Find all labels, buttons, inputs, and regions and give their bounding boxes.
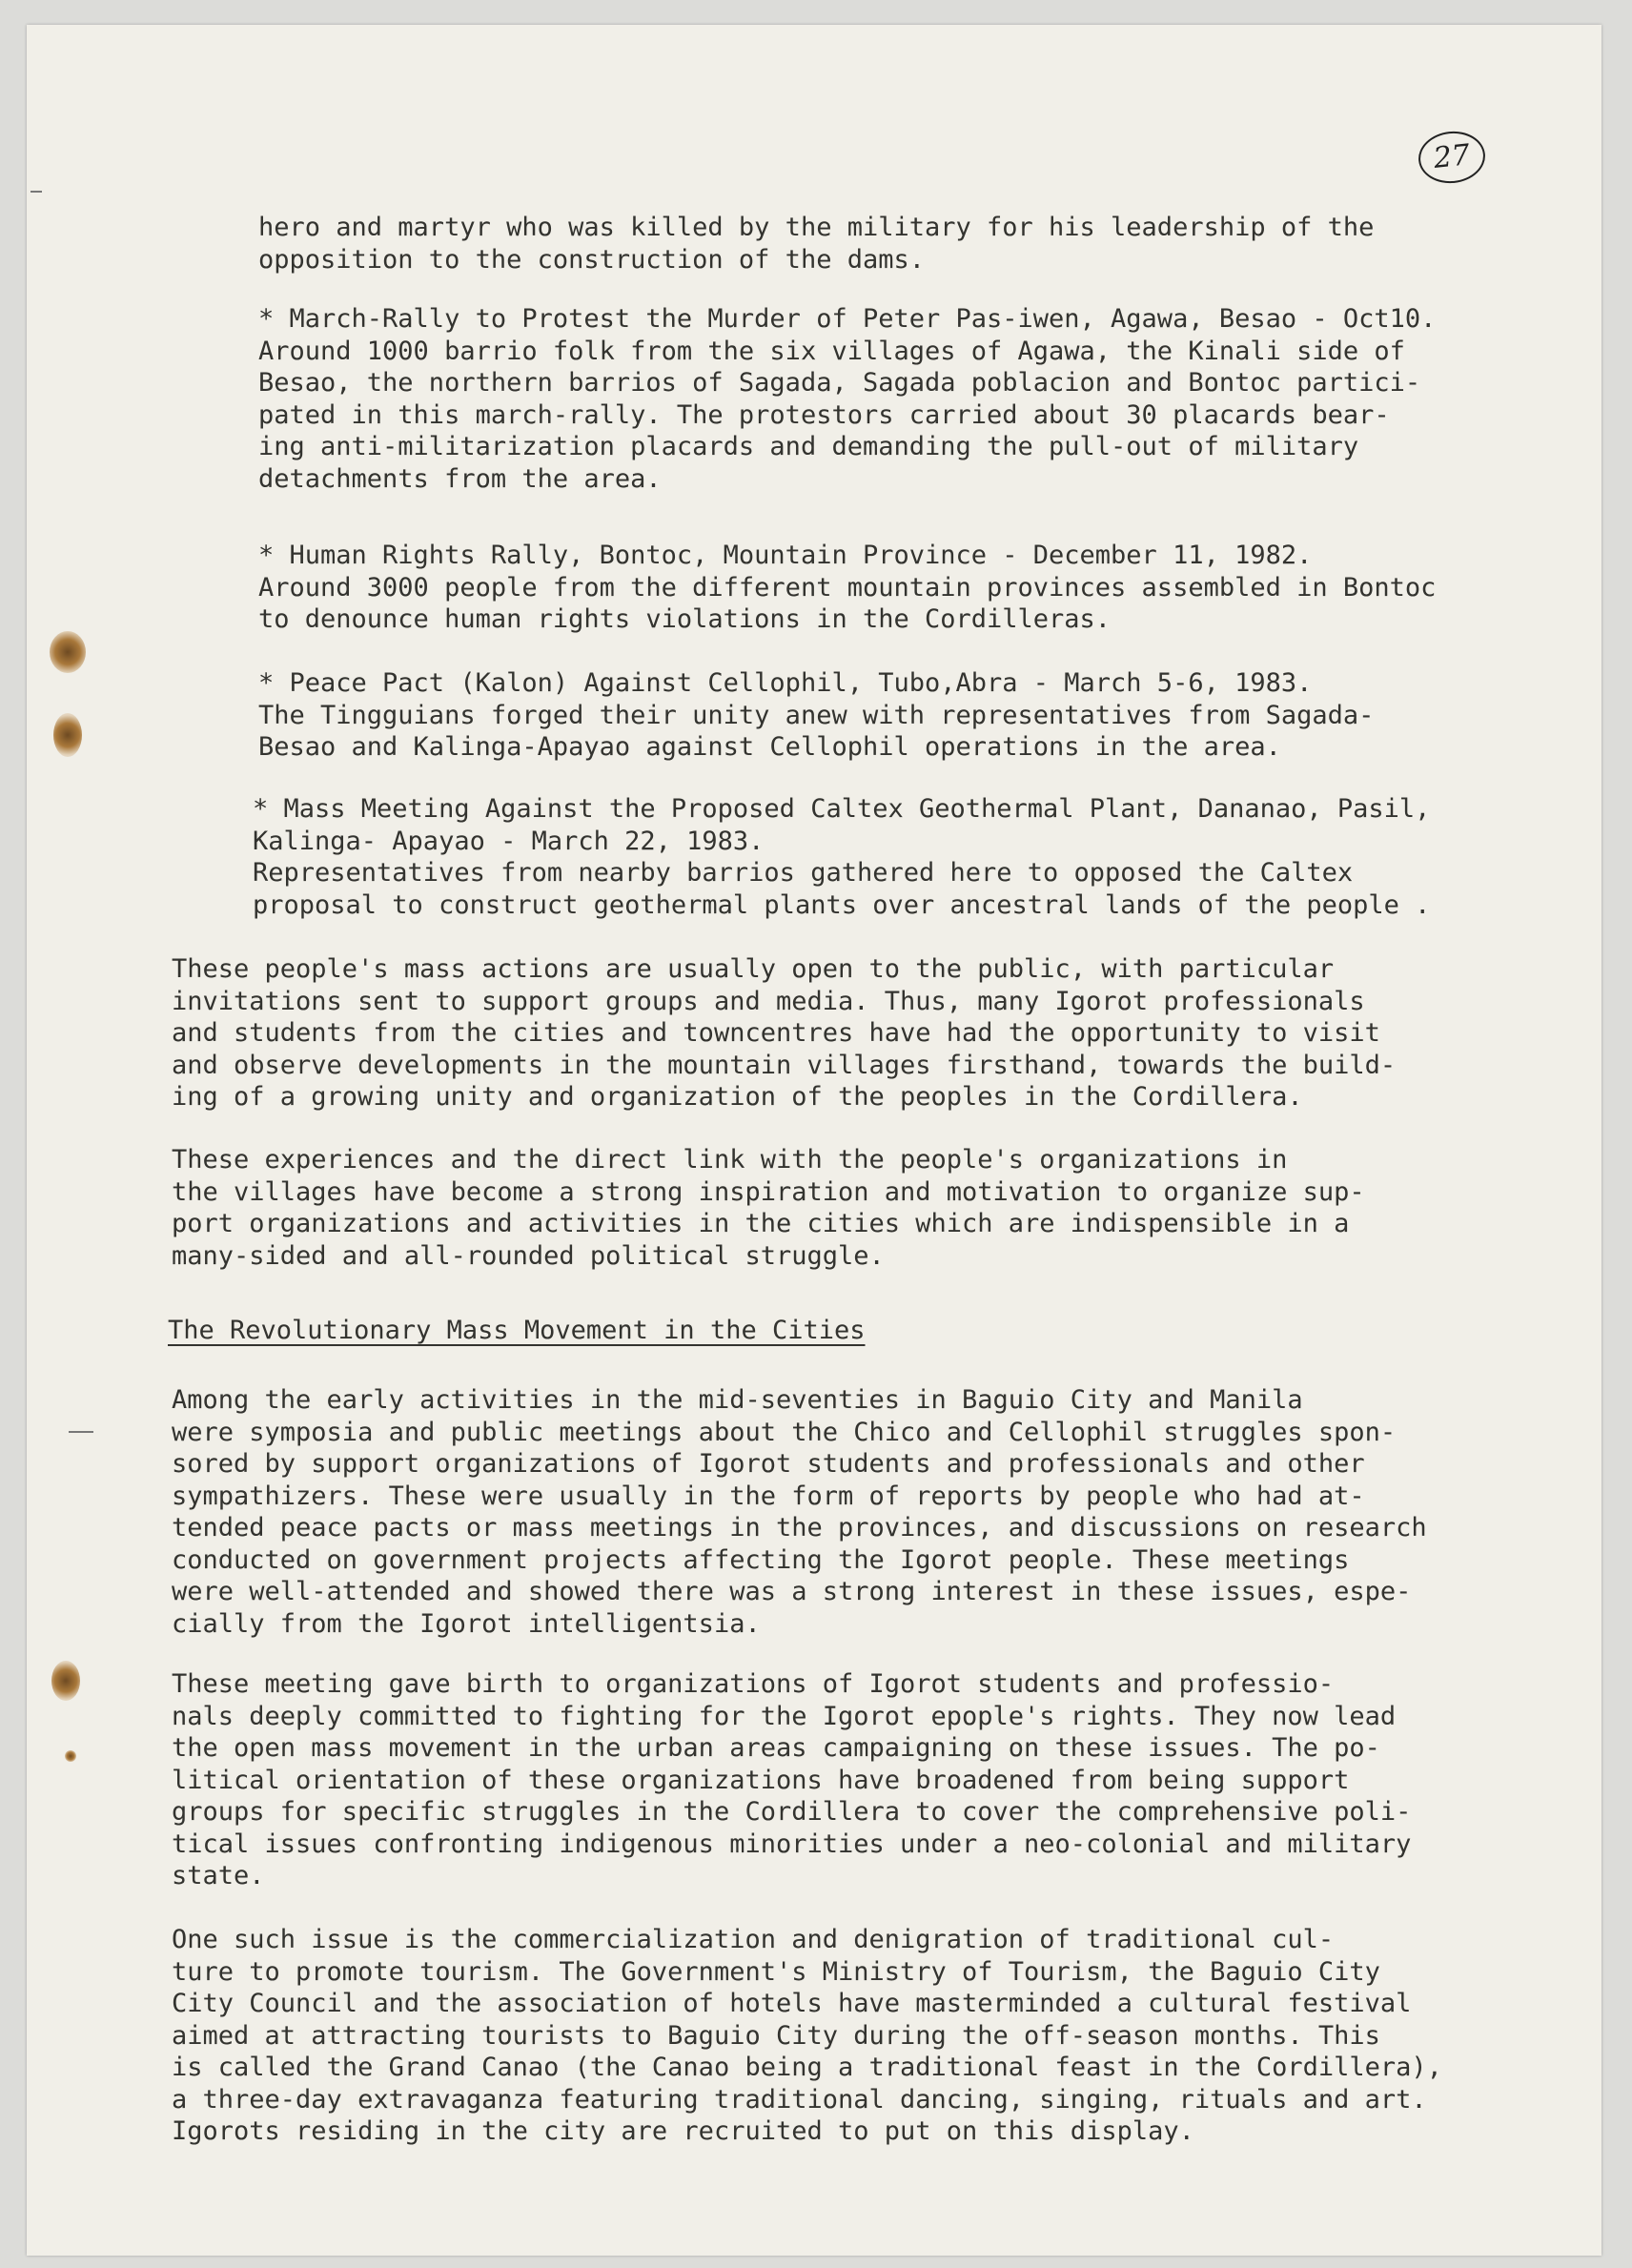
text-line: nals deeply committed to fighting for the Igorot epople's rights. They now lead xyxy=(172,1701,1397,1731)
text-line: ing anti-militarization placards and demanding the pull-out of military xyxy=(258,432,1359,461)
section-heading: The Revolutionary Mass Movement in the Cities xyxy=(168,1316,866,1345)
text-line: detachments from the area. xyxy=(258,463,662,494)
rust-stain-lower-1 xyxy=(51,1661,80,1701)
text-line: and observe developments in the mountain villages firsthand, towards the build- xyxy=(172,1050,1397,1080)
text-line: hero and martyr who was killed by the military for his leadership of the xyxy=(258,213,1375,242)
paragraph-experiences xyxy=(172,1144,1365,1272)
text-line: Around 3000 people from the different mountain provinces assembled in Bontoc xyxy=(258,572,1437,603)
text-line: sored by support organizations of Igorot students and professionals and other xyxy=(172,1449,1365,1479)
text-line: Representatives from nearby barrios gathered here to opposed the Caltex xyxy=(253,858,1354,888)
text-line: to denounce human rights violations in the Cordilleras. xyxy=(258,604,1112,634)
text-line: Igorots residing in the city are recruited to put on this display. xyxy=(172,2116,1194,2146)
text-line: opposition to the construction of the dams. xyxy=(258,244,925,275)
text-line: tical issues confronting indigenous minorities under a neo-colonial and military xyxy=(172,1829,1412,1859)
text-line: These experiences and the direct link with the people's organizations in xyxy=(172,1145,1288,1175)
text-line: These meeting gave birth to organizations of Igorot students and professio- xyxy=(172,1669,1335,1699)
text-line: the open mass movement in the urban areas campaigning on these issues. The po- xyxy=(172,1733,1380,1763)
text-line: is called the Grand Canao (the Canao being a traditional feast in the Cordillera), xyxy=(172,2053,1442,2082)
event-item-march-rally xyxy=(258,303,1436,495)
rust-stain-upper-1 xyxy=(50,631,86,673)
text-line: state. xyxy=(172,1861,265,1890)
text-line: many-sided and all-rounded political struggle. xyxy=(172,1240,885,1271)
margin-mark-middle xyxy=(69,1431,93,1433)
text-line: ing of a growing unity and organization of the peoples in the Cordillera. xyxy=(172,1082,1303,1112)
text-line: were well-attended and showed there was a strong interest in these issues, espe- xyxy=(172,1577,1412,1606)
text-line: Kalinga- Apayao - March 22, 1983. xyxy=(253,826,765,856)
text-line: port organizations and activities in the cities which are indispensible in a xyxy=(172,1209,1350,1238)
text-line: proposal to construct geothermal plants over ancestral lands of the people . xyxy=(253,889,1431,920)
margin-mark-top xyxy=(31,191,42,193)
rust-stain-lower-2 xyxy=(65,1750,76,1762)
text-line: conducted on government projects affecting the Igorot people. These meetings xyxy=(172,1544,1350,1575)
text-line: * March-Rally to Protest the Murder of Peter Pas-iwen, Agawa, Besao - Oct10. xyxy=(258,304,1437,334)
page-number: 27 xyxy=(1416,128,1487,186)
text-line: * Mass Meeting Against the Proposed Caltex Geothermal Plant, Dananao, Pasil, xyxy=(253,794,1431,824)
text-line: One such issue is the commercialization and denigration of traditional cul- xyxy=(172,1925,1335,1954)
text-line: sympathizers. These were usually in the form of reports by people who had at- xyxy=(172,1481,1365,1511)
text-line: a three-day extravaganza featuring traditional dancing, singing, rituals and art. xyxy=(172,2084,1427,2115)
event-item-peace-pact xyxy=(258,667,1374,764)
text-line: invitations sent to support groups and media. Thus, many Igorot professionals xyxy=(172,986,1365,1016)
text-line: Besao, the northern barrios of Sagada, Sagada poblacion and Bontoc partici- xyxy=(258,368,1421,398)
text-line: and students from the cities and towncentres have had the opportunity to visit xyxy=(172,1018,1380,1048)
paragraph-organizations xyxy=(172,1668,1411,1892)
text-line: These people's mass actions are usually open to the public, with particular xyxy=(172,954,1335,984)
paragraph-early-activities xyxy=(172,1384,1427,1640)
text-line: The Tingguians forged their unity anew with representatives from Sagada- xyxy=(258,700,1375,730)
text-line: groups for specific struggles in the Cordillera to cover the comprehensive poli- xyxy=(172,1797,1412,1827)
text-line: cially from the Igorot intelligentsia. xyxy=(172,1608,761,1639)
text-line: aimed at attracting tourists to Baguio City during the off-season months. This xyxy=(172,2020,1380,2051)
text-line: * Peace Pact (Kalon) Against Cellophil, Tubo,Abra - March 5-6, 1983. xyxy=(258,668,1313,698)
rust-stain-upper-2 xyxy=(53,713,82,757)
text-line: ture to promote tourism. The Government's Ministry of Tourism, the Baguio City xyxy=(172,1956,1380,1987)
text-line: pated in this march-rally. The protestors carried about 30 placards bear- xyxy=(258,399,1390,430)
text-line: Among the early activities in the mid-seventies in Baguio City and Manila xyxy=(172,1385,1303,1415)
text-line: the villages have become a strong inspiration and motivation to organize sup- xyxy=(172,1176,1365,1207)
text-line: were symposia and public meetings about the Chico and Cellophil struggles spon- xyxy=(172,1417,1397,1447)
text-line: City Council and the association of hotels have masterminded a cultural festival xyxy=(172,1989,1412,2018)
event-item-mass-meeting xyxy=(253,793,1430,921)
text-line: litical orientation of these organizations have broadened from being support xyxy=(172,1765,1350,1795)
paragraph-continuation xyxy=(258,212,1374,276)
text-line: * Human Rights Rally, Bontoc, Mountain Province - December 11, 1982. xyxy=(258,541,1313,570)
text-line: tended peace pacts or mass meetings in the provinces, and discussions on research xyxy=(172,1513,1427,1543)
paragraph-tourism xyxy=(172,1924,1442,2148)
text-line: Besao and Kalinga-Apayao against Cellophil operations in the area. xyxy=(258,732,1281,762)
event-item-human-rights-rally xyxy=(258,540,1436,636)
paragraph-mass-actions xyxy=(172,953,1396,1114)
text-line: Around 1000 barrio folk from the six villages of Agawa, the Kinali side of xyxy=(258,336,1405,366)
